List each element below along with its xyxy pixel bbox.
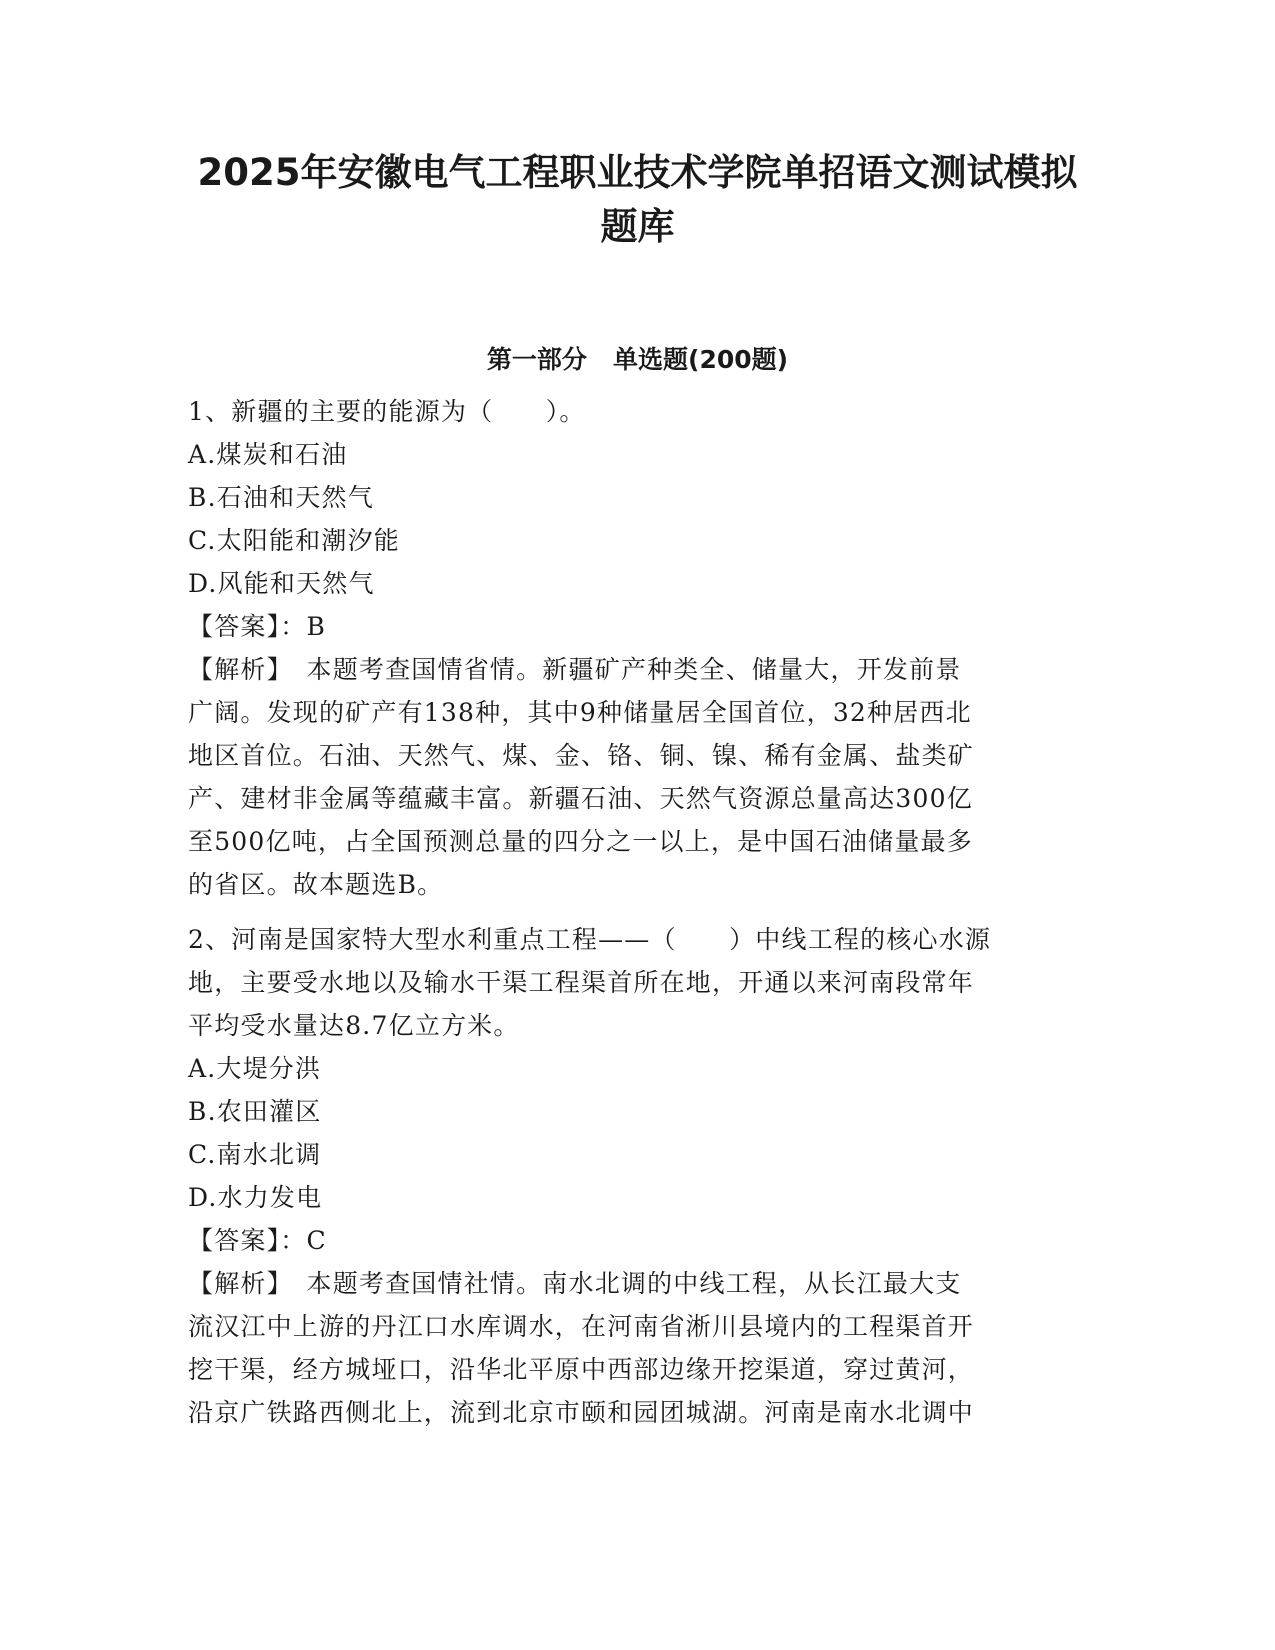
question-1-analysis-line-1: 【解析】 本题考查国情省情。新疆矿产种类全、储量大，开发前景	[188, 655, 962, 684]
section-title: 第一部分 单选题(200题)	[486, 345, 789, 374]
question-2-option-b: B.农田灌区	[188, 1097, 322, 1126]
question-2-option-a: A.大堤分洪	[188, 1054, 322, 1083]
question-2-analysis-line-4: 沿京广铁路西侧北上，流到北京市颐和园团城湖。河南是南水北调中	[188, 1398, 975, 1427]
question-1-analysis-line-2: 广阔。发现的矿产有138种，其中9种储量居全国首位，32种居西北	[188, 698, 972, 727]
question-2-answer: 【答案】：C	[188, 1226, 327, 1255]
question-2-option-d: D.水力发电	[188, 1183, 323, 1212]
question-1-option-a: A.煤炭和石油	[188, 440, 348, 469]
question-1-option-b: B.石油和天然气	[188, 483, 374, 512]
document-title-line-2: 题库	[600, 205, 675, 248]
question-1-answer: 【答案】：B	[188, 612, 327, 641]
question-1-analysis-line-6: 的省区。故本题选B。	[188, 870, 444, 899]
question-1	[188, 390, 1078, 906]
document-title-line-1: 2025年安徽电气工程职业技术学院单招语文测试模拟	[197, 151, 1078, 194]
question-2-stem-line-3: 平均受水量达8.7亿立方米。	[188, 1011, 520, 1040]
question-1-analysis-line-4: 产、建材非金属等蕴藏丰富。新疆石油、天然气资源总量高达300亿	[188, 784, 973, 813]
question-2	[188, 918, 1078, 1434]
question-1-option-c: C.太阳能和潮汐能	[188, 526, 400, 555]
question-2-stem-line-1: 2、河南是国家特大型水利重点工程——（ ）中线工程的核心水源	[188, 925, 992, 954]
question-2-analysis-line-2: 流汉江中上游的丹江口水库调水，在河南省淅川县境内的工程渠首开	[188, 1312, 975, 1341]
question-2-analysis-line-3: 挖干渠，经方城垭口，沿华北平原中西部边缘开挖渠道，穿过黄河，	[188, 1355, 975, 1384]
question-1-stem: 1、新疆的主要的能源为（ ）。	[188, 397, 586, 426]
question-1-analysis-line-5: 至500亿吨，占全国预测总量的四分之一以上，是中国石油储量最多	[188, 827, 973, 856]
question-1-option-d: D.风能和天然气	[188, 569, 375, 598]
question-2-analysis-line-1: 【解析】 本题考查国情社情。南水北调的中线工程，从长江最大支	[188, 1269, 962, 1298]
question-2-stem-line-2: 地，主要受水地以及输水干渠工程渠首所在地，开通以来河南段常年	[188, 968, 975, 997]
question-1-analysis-line-3: 地区首位。石油、天然气、煤、金、铬、铜、镍、稀有金属、盐类矿	[188, 741, 975, 770]
question-2-option-c: C.南水北调	[188, 1140, 322, 1169]
